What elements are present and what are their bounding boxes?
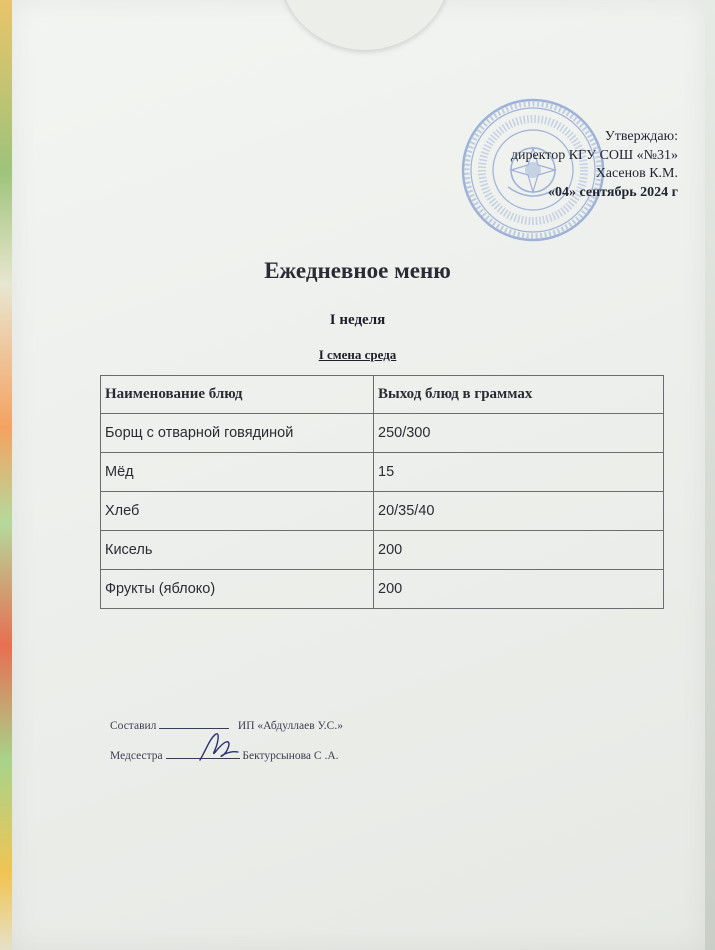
nurse-name: Бектурсынова С .А.	[242, 750, 339, 762]
week-label: I неделя	[329, 312, 386, 328]
sleeve-notch	[280, 0, 450, 50]
handwritten-signature	[194, 730, 244, 766]
weight-cell: 250/300	[374, 414, 664, 453]
table-row	[101, 414, 664, 453]
right-background-edge	[705, 0, 715, 950]
weight-cell: 15	[374, 453, 664, 492]
dish-cell: Борщ с отварной говядиной	[101, 414, 374, 453]
approval-line-name: Хасенов К.М.	[595, 166, 678, 181]
approval-line-approve: Утверждаю:	[604, 129, 678, 144]
menu-table	[100, 375, 664, 609]
page-title: Ежедневное меню	[264, 258, 451, 283]
column-header-weight: Выход блюд в граммах	[374, 376, 664, 414]
dish-cell: Хлеб	[101, 492, 374, 531]
table-row	[101, 531, 664, 570]
nurse-label: Медсестра	[110, 750, 163, 762]
table-row	[101, 453, 664, 492]
approval-line-date: «04» сентябрь 2024 г	[548, 184, 678, 200]
dish-cell: Мёд	[101, 453, 374, 492]
signature-blank	[159, 728, 229, 729]
weight-cell: 200	[374, 531, 664, 570]
compiled-by-label: Составил	[110, 720, 157, 732]
compiled-by-name: ИП «Абдуллаев У.С.»	[237, 720, 343, 732]
shift-label: I смена среда	[318, 347, 397, 362]
table-header-row	[101, 376, 664, 414]
weight-cell: 20/35/40	[374, 492, 664, 531]
approval-line-director: директор КГУ СОШ «№31»	[510, 147, 678, 163]
column-header-dish: Наименование блюд	[101, 376, 374, 414]
approval-block	[511, 128, 678, 202]
dish-cell: Фрукты (яблоко)	[101, 570, 374, 609]
table-row	[101, 570, 664, 609]
dish-cell: Кисель	[101, 531, 374, 570]
table-row	[101, 492, 664, 531]
weight-cell: 200	[374, 570, 664, 609]
